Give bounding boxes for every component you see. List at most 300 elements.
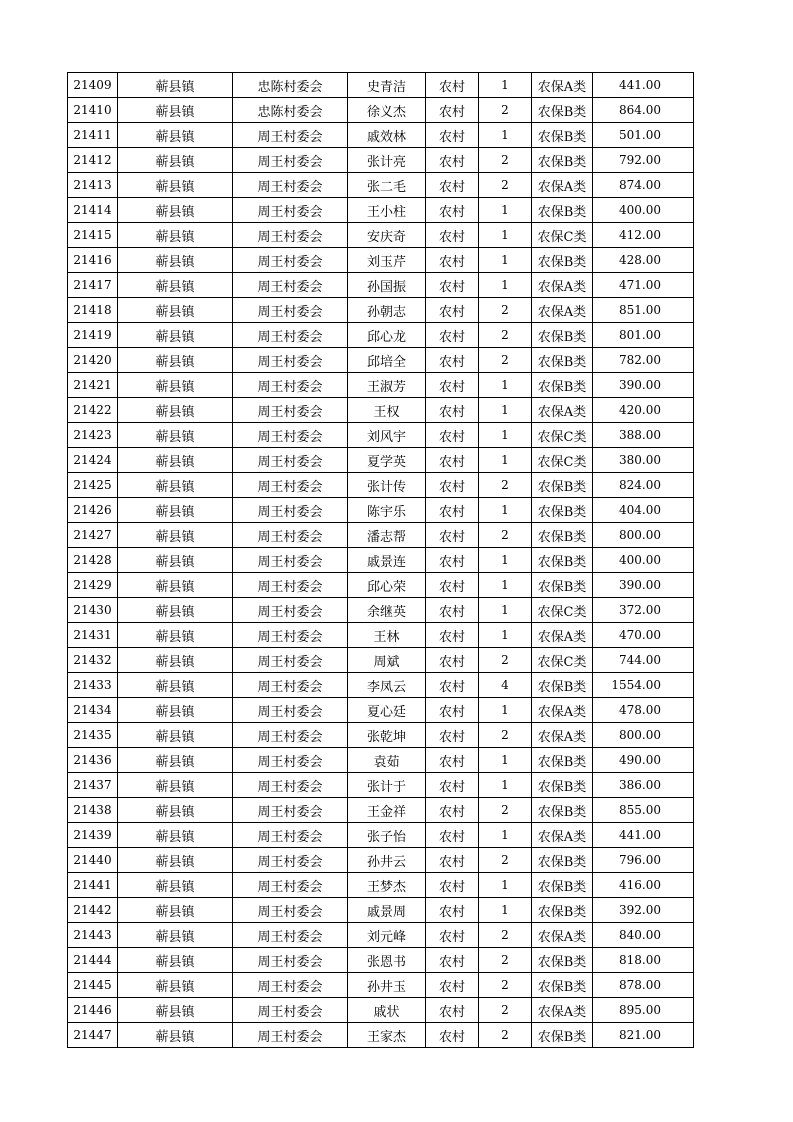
name-cell: 王小柱 bbox=[348, 198, 426, 223]
insurance-category-cell: 农保B类 bbox=[532, 548, 593, 573]
record-id-cell: 21415 bbox=[68, 223, 118, 248]
table-row bbox=[68, 798, 694, 823]
amount-cell: 388.00 bbox=[593, 423, 694, 448]
amount-cell: 796.00 bbox=[593, 848, 694, 873]
amount-cell: 390.00 bbox=[593, 573, 694, 598]
township-cell: 蕲县镇 bbox=[118, 973, 233, 998]
record-id-cell: 21424 bbox=[68, 448, 118, 473]
name-cell: 孙朝志 bbox=[348, 298, 426, 323]
table-row bbox=[68, 523, 694, 548]
household-type-cell: 农村 bbox=[426, 798, 479, 823]
household-type-cell: 农村 bbox=[426, 848, 479, 873]
village-committee-cell: 周王村委会 bbox=[233, 898, 348, 923]
name-cell: 张计于 bbox=[348, 773, 426, 798]
village-committee-cell: 周王村委会 bbox=[233, 1023, 348, 1048]
person-count-cell: 4 bbox=[479, 673, 532, 698]
household-type-cell: 农村 bbox=[426, 998, 479, 1023]
table-row bbox=[68, 773, 694, 798]
insurance-category-cell: 农保B类 bbox=[532, 748, 593, 773]
person-count-cell: 2 bbox=[479, 348, 532, 373]
village-committee-cell: 周王村委会 bbox=[233, 748, 348, 773]
insurance-category-cell: 农保B类 bbox=[532, 848, 593, 873]
record-id-cell: 21420 bbox=[68, 348, 118, 373]
record-id-cell: 21417 bbox=[68, 273, 118, 298]
person-count-cell: 2 bbox=[479, 523, 532, 548]
person-count-cell: 1 bbox=[479, 423, 532, 448]
person-count-cell: 1 bbox=[479, 898, 532, 923]
township-cell: 蕲县镇 bbox=[118, 73, 233, 98]
table-row bbox=[68, 623, 694, 648]
table-row bbox=[68, 748, 694, 773]
village-committee-cell: 周王村委会 bbox=[233, 223, 348, 248]
person-count-cell: 2 bbox=[479, 848, 532, 873]
table-row bbox=[68, 123, 694, 148]
household-type-cell: 农村 bbox=[426, 73, 479, 98]
name-cell: 王淑芳 bbox=[348, 373, 426, 398]
township-cell: 蕲县镇 bbox=[118, 798, 233, 823]
record-id-cell: 21445 bbox=[68, 973, 118, 998]
insurance-category-cell: 农保A类 bbox=[532, 698, 593, 723]
person-count-cell: 1 bbox=[479, 498, 532, 523]
record-id-cell: 21433 bbox=[68, 673, 118, 698]
amount-cell: 416.00 bbox=[593, 873, 694, 898]
record-id-cell: 21439 bbox=[68, 823, 118, 848]
record-id-cell: 21441 bbox=[68, 873, 118, 898]
village-committee-cell: 周王村委会 bbox=[233, 598, 348, 623]
name-cell: 刘元峰 bbox=[348, 923, 426, 948]
township-cell: 蕲县镇 bbox=[118, 998, 233, 1023]
record-id-cell: 21431 bbox=[68, 623, 118, 648]
person-count-cell: 2 bbox=[479, 948, 532, 973]
household-type-cell: 农村 bbox=[426, 148, 479, 173]
insurance-category-cell: 农保C类 bbox=[532, 598, 593, 623]
insurance-category-cell: 农保A类 bbox=[532, 723, 593, 748]
village-committee-cell: 周王村委会 bbox=[233, 373, 348, 398]
amount-cell: 400.00 bbox=[593, 198, 694, 223]
name-cell: 王家杰 bbox=[348, 1023, 426, 1048]
village-committee-cell: 周王村委会 bbox=[233, 323, 348, 348]
record-id-cell: 21425 bbox=[68, 473, 118, 498]
township-cell: 蕲县镇 bbox=[118, 223, 233, 248]
name-cell: 史青洁 bbox=[348, 73, 426, 98]
person-count-cell: 2 bbox=[479, 148, 532, 173]
village-committee-cell: 周王村委会 bbox=[233, 473, 348, 498]
roster-table bbox=[67, 72, 694, 1048]
village-committee-cell: 周王村委会 bbox=[233, 973, 348, 998]
table-row bbox=[68, 323, 694, 348]
table-row bbox=[68, 698, 694, 723]
amount-cell: 390.00 bbox=[593, 373, 694, 398]
township-cell: 蕲县镇 bbox=[118, 173, 233, 198]
township-cell: 蕲县镇 bbox=[118, 773, 233, 798]
insurance-category-cell: 农保B类 bbox=[532, 198, 593, 223]
household-type-cell: 农村 bbox=[426, 548, 479, 573]
household-type-cell: 农村 bbox=[426, 873, 479, 898]
amount-cell: 441.00 bbox=[593, 73, 694, 98]
table-row bbox=[68, 423, 694, 448]
table-row bbox=[68, 473, 694, 498]
record-id-cell: 21429 bbox=[68, 573, 118, 598]
table-row bbox=[68, 948, 694, 973]
record-id-cell: 21434 bbox=[68, 698, 118, 723]
household-type-cell: 农村 bbox=[426, 623, 479, 648]
village-committee-cell: 周王村委会 bbox=[233, 673, 348, 698]
household-type-cell: 农村 bbox=[426, 423, 479, 448]
table-row bbox=[68, 148, 694, 173]
person-count-cell: 2 bbox=[479, 648, 532, 673]
person-count-cell: 2 bbox=[479, 973, 532, 998]
insurance-category-cell: 农保C类 bbox=[532, 223, 593, 248]
household-type-cell: 农村 bbox=[426, 523, 479, 548]
table-row bbox=[68, 898, 694, 923]
person-count-cell: 2 bbox=[479, 173, 532, 198]
person-count-cell: 1 bbox=[479, 873, 532, 898]
name-cell: 孙井玉 bbox=[348, 973, 426, 998]
household-type-cell: 农村 bbox=[426, 248, 479, 273]
person-count-cell: 1 bbox=[479, 623, 532, 648]
record-id-cell: 21446 bbox=[68, 998, 118, 1023]
insurance-category-cell: 农保A类 bbox=[532, 173, 593, 198]
township-cell: 蕲县镇 bbox=[118, 698, 233, 723]
insurance-category-cell: 农保B类 bbox=[532, 798, 593, 823]
table-row bbox=[68, 398, 694, 423]
insurance-category-cell: 农保A类 bbox=[532, 73, 593, 98]
village-committee-cell: 周王村委会 bbox=[233, 448, 348, 473]
insurance-category-cell: 农保B类 bbox=[532, 898, 593, 923]
household-type-cell: 农村 bbox=[426, 323, 479, 348]
record-id-cell: 21428 bbox=[68, 548, 118, 573]
household-type-cell: 农村 bbox=[426, 448, 479, 473]
amount-cell: 792.00 bbox=[593, 148, 694, 173]
record-id-cell: 21412 bbox=[68, 148, 118, 173]
household-type-cell: 农村 bbox=[426, 123, 479, 148]
township-cell: 蕲县镇 bbox=[118, 348, 233, 373]
township-cell: 蕲县镇 bbox=[118, 823, 233, 848]
township-cell: 蕲县镇 bbox=[118, 673, 233, 698]
person-count-cell: 1 bbox=[479, 748, 532, 773]
insurance-category-cell: 农保A类 bbox=[532, 623, 593, 648]
name-cell: 戚景连 bbox=[348, 548, 426, 573]
township-cell: 蕲县镇 bbox=[118, 148, 233, 173]
household-type-cell: 农村 bbox=[426, 923, 479, 948]
household-type-cell: 农村 bbox=[426, 198, 479, 223]
record-id-cell: 21430 bbox=[68, 598, 118, 623]
township-cell: 蕲县镇 bbox=[118, 848, 233, 873]
township-cell: 蕲县镇 bbox=[118, 448, 233, 473]
amount-cell: 818.00 bbox=[593, 948, 694, 973]
household-type-cell: 农村 bbox=[426, 598, 479, 623]
township-cell: 蕲县镇 bbox=[118, 523, 233, 548]
table-row bbox=[68, 598, 694, 623]
household-type-cell: 农村 bbox=[426, 698, 479, 723]
household-type-cell: 农村 bbox=[426, 973, 479, 998]
household-type-cell: 农村 bbox=[426, 1023, 479, 1048]
village-committee-cell: 周王村委会 bbox=[233, 573, 348, 598]
household-type-cell: 农村 bbox=[426, 398, 479, 423]
record-id-cell: 21418 bbox=[68, 298, 118, 323]
record-id-cell: 21435 bbox=[68, 723, 118, 748]
insurance-category-cell: 农保B类 bbox=[532, 498, 593, 523]
amount-cell: 864.00 bbox=[593, 98, 694, 123]
amount-cell: 1554.00 bbox=[593, 673, 694, 698]
person-count-cell: 2 bbox=[479, 798, 532, 823]
record-id-cell: 21422 bbox=[68, 398, 118, 423]
name-cell: 王林 bbox=[348, 623, 426, 648]
name-cell: 刘玉芹 bbox=[348, 248, 426, 273]
household-type-cell: 农村 bbox=[426, 173, 479, 198]
township-cell: 蕲县镇 bbox=[118, 898, 233, 923]
household-type-cell: 农村 bbox=[426, 373, 479, 398]
insurance-category-cell: 农保B类 bbox=[532, 573, 593, 598]
table-row bbox=[68, 573, 694, 598]
person-count-cell: 2 bbox=[479, 298, 532, 323]
insurance-category-cell: 农保B类 bbox=[532, 248, 593, 273]
village-committee-cell: 周王村委会 bbox=[233, 298, 348, 323]
name-cell: 王梦杰 bbox=[348, 873, 426, 898]
household-type-cell: 农村 bbox=[426, 298, 479, 323]
township-cell: 蕲县镇 bbox=[118, 648, 233, 673]
household-type-cell: 农村 bbox=[426, 273, 479, 298]
insurance-category-cell: 农保B类 bbox=[532, 948, 593, 973]
name-cell: 邱心荣 bbox=[348, 573, 426, 598]
insurance-category-cell: 农保B类 bbox=[532, 323, 593, 348]
township-cell: 蕲县镇 bbox=[118, 373, 233, 398]
township-cell: 蕲县镇 bbox=[118, 723, 233, 748]
name-cell: 余继英 bbox=[348, 598, 426, 623]
insurance-category-cell: 农保A类 bbox=[532, 273, 593, 298]
township-cell: 蕲县镇 bbox=[118, 123, 233, 148]
village-committee-cell: 周王村委会 bbox=[233, 923, 348, 948]
name-cell: 刘风宇 bbox=[348, 423, 426, 448]
name-cell: 孙井云 bbox=[348, 848, 426, 873]
record-id-cell: 21427 bbox=[68, 523, 118, 548]
name-cell: 戚状 bbox=[348, 998, 426, 1023]
table-row bbox=[68, 823, 694, 848]
amount-cell: 501.00 bbox=[593, 123, 694, 148]
village-committee-cell: 周王村委会 bbox=[233, 198, 348, 223]
village-committee-cell: 周王村委会 bbox=[233, 148, 348, 173]
table-row bbox=[68, 1023, 694, 1048]
township-cell: 蕲县镇 bbox=[118, 548, 233, 573]
village-committee-cell: 周王村委会 bbox=[233, 248, 348, 273]
insurance-category-cell: 农保B类 bbox=[532, 973, 593, 998]
person-count-cell: 1 bbox=[479, 598, 532, 623]
township-cell: 蕲县镇 bbox=[118, 573, 233, 598]
village-committee-cell: 周王村委会 bbox=[233, 698, 348, 723]
village-committee-cell: 周王村委会 bbox=[233, 873, 348, 898]
table-row bbox=[68, 173, 694, 198]
township-cell: 蕲县镇 bbox=[118, 948, 233, 973]
person-count-cell: 1 bbox=[479, 548, 532, 573]
village-committee-cell: 周王村委会 bbox=[233, 173, 348, 198]
name-cell: 张乾坤 bbox=[348, 723, 426, 748]
table-row bbox=[68, 548, 694, 573]
record-id-cell: 21444 bbox=[68, 948, 118, 973]
insurance-category-cell: 农保C类 bbox=[532, 423, 593, 448]
township-cell: 蕲县镇 bbox=[118, 473, 233, 498]
record-id-cell: 21438 bbox=[68, 798, 118, 823]
name-cell: 邱心龙 bbox=[348, 323, 426, 348]
village-committee-cell: 周王村委会 bbox=[233, 773, 348, 798]
table-row bbox=[68, 848, 694, 873]
name-cell: 潘志帮 bbox=[348, 523, 426, 548]
record-id-cell: 21436 bbox=[68, 748, 118, 773]
table-row bbox=[68, 198, 694, 223]
household-type-cell: 农村 bbox=[426, 98, 479, 123]
insurance-category-cell: 农保B类 bbox=[532, 523, 593, 548]
name-cell: 张二毛 bbox=[348, 173, 426, 198]
name-cell: 张子怡 bbox=[348, 823, 426, 848]
name-cell: 张计亮 bbox=[348, 148, 426, 173]
township-cell: 蕲县镇 bbox=[118, 298, 233, 323]
name-cell: 张计传 bbox=[348, 473, 426, 498]
amount-cell: 851.00 bbox=[593, 298, 694, 323]
record-id-cell: 21440 bbox=[68, 848, 118, 873]
table-row bbox=[68, 973, 694, 998]
record-id-cell: 21413 bbox=[68, 173, 118, 198]
insurance-category-cell: 农保A类 bbox=[532, 923, 593, 948]
village-committee-cell: 周王村委会 bbox=[233, 848, 348, 873]
table-row bbox=[68, 298, 694, 323]
amount-cell: 800.00 bbox=[593, 523, 694, 548]
record-id-cell: 21416 bbox=[68, 248, 118, 273]
name-cell: 夏心廷 bbox=[348, 698, 426, 723]
name-cell: 徐义杰 bbox=[348, 98, 426, 123]
township-cell: 蕲县镇 bbox=[118, 273, 233, 298]
amount-cell: 478.00 bbox=[593, 698, 694, 723]
person-count-cell: 2 bbox=[479, 473, 532, 498]
village-committee-cell: 周王村委会 bbox=[233, 948, 348, 973]
table-row bbox=[68, 498, 694, 523]
table-row bbox=[68, 673, 694, 698]
record-id-cell: 21411 bbox=[68, 123, 118, 148]
amount-cell: 380.00 bbox=[593, 448, 694, 473]
name-cell: 陈宇乐 bbox=[348, 498, 426, 523]
amount-cell: 386.00 bbox=[593, 773, 694, 798]
insurance-category-cell: 农保B类 bbox=[532, 873, 593, 898]
village-committee-cell: 周王村委会 bbox=[233, 423, 348, 448]
name-cell: 李凤云 bbox=[348, 673, 426, 698]
insurance-category-cell: 农保B类 bbox=[532, 773, 593, 798]
amount-cell: 392.00 bbox=[593, 898, 694, 923]
record-id-cell: 21410 bbox=[68, 98, 118, 123]
insurance-category-cell: 农保C类 bbox=[532, 448, 593, 473]
amount-cell: 400.00 bbox=[593, 548, 694, 573]
amount-cell: 490.00 bbox=[593, 748, 694, 773]
person-count-cell: 1 bbox=[479, 373, 532, 398]
township-cell: 蕲县镇 bbox=[118, 248, 233, 273]
insurance-category-cell: 农保B类 bbox=[532, 348, 593, 373]
township-cell: 蕲县镇 bbox=[118, 748, 233, 773]
insurance-category-cell: 农保A类 bbox=[532, 823, 593, 848]
record-id-cell: 21419 bbox=[68, 323, 118, 348]
name-cell: 夏学英 bbox=[348, 448, 426, 473]
person-count-cell: 1 bbox=[479, 398, 532, 423]
insurance-category-cell: 农保B类 bbox=[532, 98, 593, 123]
amount-cell: 744.00 bbox=[593, 648, 694, 673]
amount-cell: 412.00 bbox=[593, 223, 694, 248]
village-committee-cell: 周王村委会 bbox=[233, 623, 348, 648]
person-count-cell: 1 bbox=[479, 73, 532, 98]
township-cell: 蕲县镇 bbox=[118, 198, 233, 223]
village-committee-cell: 周王村委会 bbox=[233, 273, 348, 298]
township-cell: 蕲县镇 bbox=[118, 923, 233, 948]
amount-cell: 470.00 bbox=[593, 623, 694, 648]
person-count-cell: 2 bbox=[479, 323, 532, 348]
table-row bbox=[68, 73, 694, 98]
table-row bbox=[68, 923, 694, 948]
village-committee-cell: 周王村委会 bbox=[233, 798, 348, 823]
person-count-cell: 1 bbox=[479, 773, 532, 798]
township-cell: 蕲县镇 bbox=[118, 398, 233, 423]
amount-cell: 800.00 bbox=[593, 723, 694, 748]
household-type-cell: 农村 bbox=[426, 223, 479, 248]
township-cell: 蕲县镇 bbox=[118, 498, 233, 523]
person-count-cell: 1 bbox=[479, 448, 532, 473]
township-cell: 蕲县镇 bbox=[118, 873, 233, 898]
name-cell: 王金祥 bbox=[348, 798, 426, 823]
insurance-category-cell: 农保A类 bbox=[532, 298, 593, 323]
amount-cell: 471.00 bbox=[593, 273, 694, 298]
record-id-cell: 21423 bbox=[68, 423, 118, 448]
township-cell: 蕲县镇 bbox=[118, 323, 233, 348]
name-cell: 安庆奇 bbox=[348, 223, 426, 248]
township-cell: 蕲县镇 bbox=[118, 98, 233, 123]
table-row bbox=[68, 348, 694, 373]
household-type-cell: 农村 bbox=[426, 348, 479, 373]
amount-cell: 824.00 bbox=[593, 473, 694, 498]
record-id-cell: 21447 bbox=[68, 1023, 118, 1048]
roster-body bbox=[68, 73, 694, 1048]
table-row bbox=[68, 248, 694, 273]
amount-cell: 874.00 bbox=[593, 173, 694, 198]
record-id-cell: 21437 bbox=[68, 773, 118, 798]
record-id-cell: 21409 bbox=[68, 73, 118, 98]
amount-cell: 372.00 bbox=[593, 598, 694, 623]
household-type-cell: 农村 bbox=[426, 648, 479, 673]
person-count-cell: 1 bbox=[479, 123, 532, 148]
table-row bbox=[68, 998, 694, 1023]
household-type-cell: 农村 bbox=[426, 673, 479, 698]
amount-cell: 441.00 bbox=[593, 823, 694, 848]
insurance-category-cell: 农保B类 bbox=[532, 148, 593, 173]
insurance-category-cell: 农保B类 bbox=[532, 373, 593, 398]
amount-cell: 420.00 bbox=[593, 398, 694, 423]
name-cell: 邱培全 bbox=[348, 348, 426, 373]
household-type-cell: 农村 bbox=[426, 773, 479, 798]
person-count-cell: 2 bbox=[479, 98, 532, 123]
table-row bbox=[68, 223, 694, 248]
township-cell: 蕲县镇 bbox=[118, 623, 233, 648]
village-committee-cell: 周王村委会 bbox=[233, 523, 348, 548]
name-cell: 周斌 bbox=[348, 648, 426, 673]
amount-cell: 428.00 bbox=[593, 248, 694, 273]
village-committee-cell: 忠陈村委会 bbox=[233, 98, 348, 123]
village-committee-cell: 周王村委会 bbox=[233, 723, 348, 748]
household-type-cell: 农村 bbox=[426, 498, 479, 523]
village-committee-cell: 周王村委会 bbox=[233, 498, 348, 523]
person-count-cell: 1 bbox=[479, 248, 532, 273]
household-type-cell: 农村 bbox=[426, 898, 479, 923]
name-cell: 戚效林 bbox=[348, 123, 426, 148]
amount-cell: 840.00 bbox=[593, 923, 694, 948]
person-count-cell: 1 bbox=[479, 198, 532, 223]
name-cell: 张恩书 bbox=[348, 948, 426, 973]
village-committee-cell: 周王村委会 bbox=[233, 648, 348, 673]
township-cell: 蕲县镇 bbox=[118, 423, 233, 448]
table-row bbox=[68, 448, 694, 473]
table-row bbox=[68, 373, 694, 398]
